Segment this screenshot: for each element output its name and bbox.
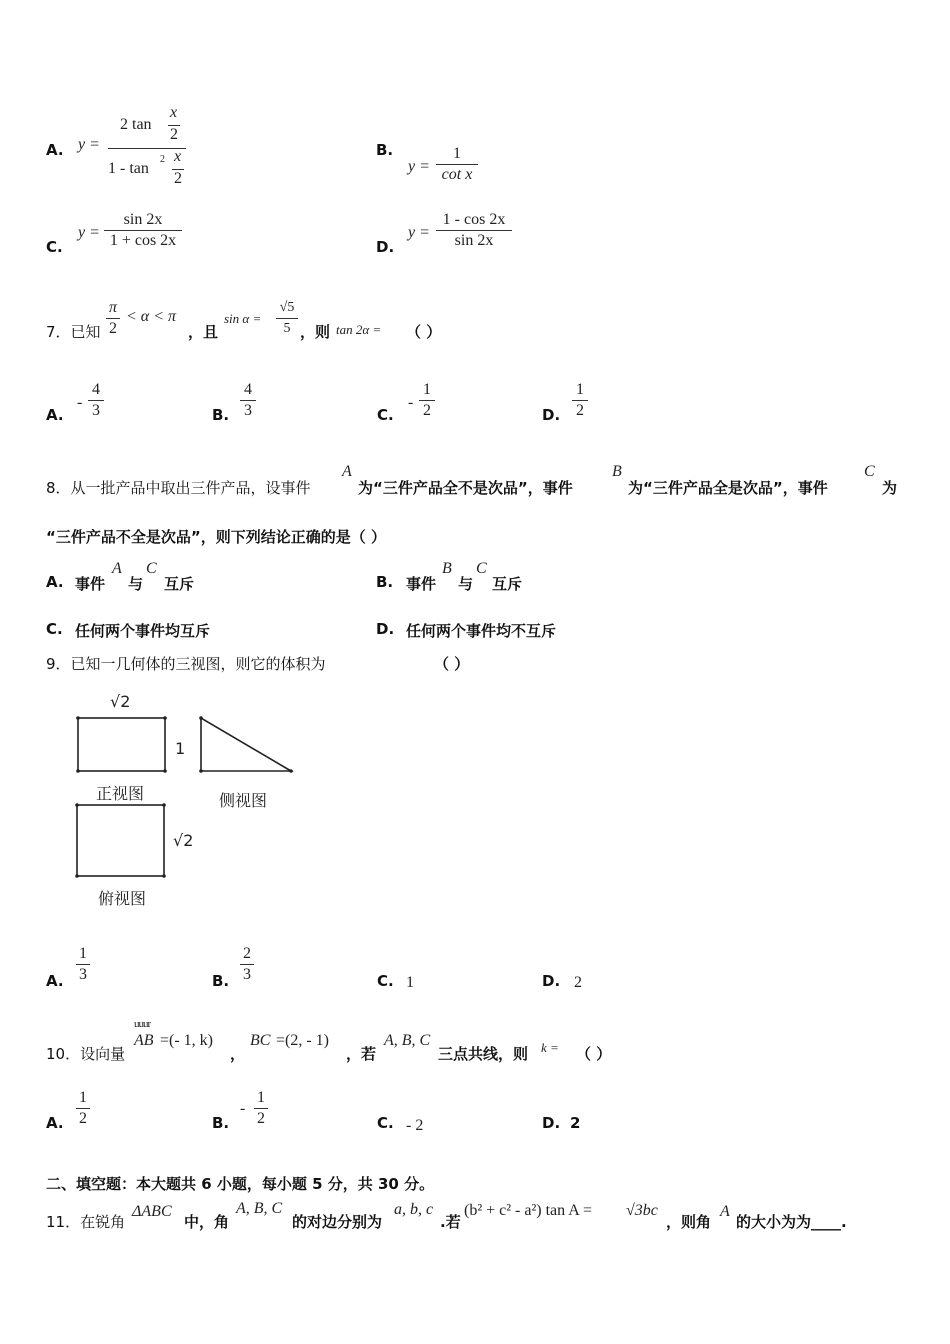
- q7-option-c-label: C.: [377, 406, 394, 424]
- q10-option-a-label: A.: [46, 1114, 64, 1132]
- q6-option-d-label: D.: [376, 238, 395, 256]
- q7-option-c-fraction: [419, 380, 435, 421]
- q7-paren: （ ）: [406, 323, 442, 341]
- q10-option-b-num: 1: [257, 1089, 265, 1106]
- q8-line1-b: 为“三件产品全不是次品”，事件: [358, 479, 573, 497]
- q7-option-a-den: 3: [92, 402, 100, 419]
- q7-option-d-den: 2: [576, 402, 584, 419]
- q9-front-height-dim: 1: [175, 739, 186, 758]
- q8-option-a-v1: A: [112, 560, 122, 577]
- q6-a-num: 2 tan: [120, 116, 152, 133]
- q10-vec1: AB: [134, 1032, 154, 1049]
- q7-and: ，且: [188, 323, 219, 341]
- q8-line1-a-text: 8．从一批产品中取出三件产品，设事件: [46, 479, 311, 497]
- q6-b-fraction: [436, 144, 478, 185]
- q7-sin-fraction: [276, 298, 298, 339]
- q11-a: [46, 1211, 125, 1232]
- q11-a-text: 11．在锐角: [46, 1213, 126, 1231]
- q11-f: 的大小为为____.: [736, 1213, 847, 1231]
- q10-option-b-den: 2: [257, 1110, 265, 1127]
- q10-option-c-label: C.: [377, 1114, 394, 1132]
- q7-sin-num: √5: [279, 300, 295, 315]
- q6-b-den: cot x: [441, 166, 473, 183]
- q9-option-a-den: 3: [79, 966, 87, 983]
- q7-option-a-label: A.: [46, 406, 64, 424]
- q8-option-a-label: A.: [46, 573, 64, 591]
- q8-option-b-post: 互斥: [492, 575, 523, 593]
- q7-then: ，则: [300, 323, 331, 341]
- q6-c-fraction: [104, 210, 182, 251]
- q9-option-a-fraction: [76, 944, 90, 985]
- q6-a-den: 1 - tan: [108, 160, 149, 177]
- q10-vec1-arrow: uuur: [134, 1018, 151, 1030]
- q7-cond-fraction: [106, 298, 120, 339]
- q6-c-den: 1 + cos 2x: [109, 232, 177, 249]
- q6-a-den-exp: 2: [160, 154, 165, 165]
- q9-option-a-label: A.: [46, 972, 64, 990]
- q6-d-fraction: [436, 210, 512, 251]
- q11-sides: a, b, c: [394, 1201, 434, 1218]
- q8-option-b-v2: C: [476, 560, 487, 577]
- q10-paren: （ ）: [576, 1045, 612, 1063]
- q6-option-a-label: A.: [46, 141, 64, 159]
- q6-a-num-2: 2: [170, 126, 178, 143]
- q8-option-a-post: 互斥: [164, 575, 195, 593]
- q8-option-d-text: 任何两个事件均不互斥: [406, 622, 557, 640]
- q8-option-b-pre: 事件: [406, 575, 437, 593]
- q10-option-b-fraction: [254, 1088, 268, 1129]
- q9-option-b-label: B.: [212, 972, 230, 990]
- q10-option-b-label: B.: [212, 1114, 230, 1132]
- q6-b-y: y =: [408, 158, 430, 175]
- q6-a-formula: [108, 104, 186, 194]
- q10-option-a-fraction: [76, 1088, 90, 1129]
- q9-option-d-value: 2: [574, 974, 582, 991]
- q9-side-view-label: 侧视图: [219, 791, 268, 810]
- q8-option-b-mid: 与: [458, 575, 474, 593]
- q11-angles: A, B, C: [236, 1200, 283, 1217]
- q9-top-view-dim: √2: [173, 831, 194, 850]
- q7-option-c-num: 1: [423, 381, 431, 398]
- q11-var: A: [720, 1203, 730, 1220]
- q8-option-c-text: 任何两个事件均互斥: [75, 622, 211, 640]
- q7-number: 7．已知: [46, 323, 101, 341]
- q10-vec2-val: =(2, - 1): [276, 1032, 330, 1049]
- section-2-title: 二、填空题：本大题共 6 小题，每小题 5 分，共 30 分。: [46, 1175, 435, 1193]
- q10-option-a-den: 2: [79, 1110, 87, 1127]
- q6-option-b-label: B.: [376, 141, 394, 159]
- q9-three-view-figure: [60, 690, 310, 912]
- q8-var-b: B: [612, 463, 622, 480]
- q8-var-a: A: [342, 463, 352, 480]
- q6-option-c-label: C.: [46, 238, 63, 256]
- q9-option-b-num: 2: [243, 945, 251, 962]
- q7-sin-lhs: sin α =: [224, 311, 262, 326]
- q8-option-b-label: B.: [376, 573, 394, 591]
- q9-option-a-num: 1: [79, 945, 87, 962]
- q7-option-c-den: 2: [423, 402, 431, 419]
- q10-points: A, B, C: [384, 1032, 431, 1049]
- q10-stem-a-text: 10．设向量: [46, 1045, 126, 1063]
- q10-ruo: ，若: [346, 1045, 377, 1063]
- q7-option-b-den: 3: [244, 402, 252, 419]
- q11-c: 的对边分别为: [292, 1213, 383, 1231]
- q9-front-width-dim: √2: [110, 692, 131, 711]
- q7-option-b-fraction: [240, 380, 256, 421]
- q6-d-num: 1 - cos 2x: [442, 211, 506, 228]
- q9-stem: [46, 653, 326, 674]
- q11-rhs: √3bc: [626, 1202, 658, 1219]
- q7-option-a-num: 4: [92, 381, 100, 398]
- q7-cond-rest: < α < π: [126, 308, 177, 325]
- q6-a-den-2: 2: [174, 170, 182, 187]
- q6-d-den: sin 2x: [454, 232, 494, 249]
- q8-option-a-pre: 事件: [75, 575, 106, 593]
- q10-option-d-value: 2: [570, 1114, 581, 1132]
- q8-option-a-v2: C: [146, 560, 157, 577]
- q10-comma: ，: [230, 1045, 246, 1063]
- q8-line1-d: 为: [882, 479, 898, 497]
- q9-stem-text: 9．已知一几何体的三视图，则它的体积为: [46, 655, 326, 673]
- q7-target: tan 2α =: [336, 322, 382, 337]
- q7-option-d-label: D.: [542, 406, 561, 424]
- q9-option-b-fraction: [240, 944, 254, 985]
- q7-cond-num: π: [108, 299, 117, 316]
- q8-option-b-v1: B: [442, 560, 452, 577]
- q6-b-num: 1: [453, 145, 461, 162]
- q8-line2: “三件产品不全是次品”，则下列结论正确的是（ ）: [46, 528, 386, 546]
- q7-sin-den: 5: [283, 321, 291, 336]
- q7-cond-den: 2: [109, 320, 117, 337]
- q7-option-a-sign: -: [77, 394, 83, 411]
- q8-line1-a: [46, 477, 311, 498]
- q10-k: k =: [541, 1040, 559, 1055]
- q8-var-c: C: [864, 463, 875, 480]
- q7-option-b-num: 4: [244, 381, 252, 398]
- q11-d: .若: [440, 1213, 461, 1231]
- q7-option-b-label: B.: [212, 406, 230, 424]
- q8-line1-c: 为“三件产品全是次品”，事件: [628, 479, 828, 497]
- q6-d-y: y =: [408, 224, 430, 241]
- q6-a-num-x: x: [170, 104, 178, 121]
- q9-option-c-value: 1: [406, 974, 414, 991]
- q7-option-d-fraction: [572, 380, 588, 421]
- q9-top-view-label: 俯视图: [98, 889, 147, 908]
- q6-c-y: y =: [78, 224, 100, 241]
- q10-vec2: BC: [250, 1032, 271, 1049]
- q9-paren: （ ）: [434, 655, 470, 673]
- q8-option-a-mid: 与: [128, 575, 144, 593]
- q7-option-d-num: 1: [576, 381, 584, 398]
- q9-option-d-label: D.: [542, 972, 561, 990]
- q10-stem-a: [46, 1043, 125, 1064]
- q11-b: 中，角: [184, 1213, 230, 1231]
- q8-option-c-label: C.: [46, 620, 63, 638]
- q11-e: ，则角: [666, 1213, 712, 1231]
- q10-vec1-val: =(- 1, k): [160, 1032, 214, 1049]
- q9-option-b-den: 3: [243, 966, 251, 983]
- q6-a-y: y =: [78, 136, 100, 153]
- q10-option-b-sign: -: [240, 1100, 246, 1117]
- q7-option-c-sign: -: [408, 394, 414, 411]
- q9-front-view-label: 正视图: [96, 784, 145, 803]
- q11-expr: (b² + c² - a²) tan A =: [464, 1202, 592, 1219]
- q11-triangle: ΔABC: [132, 1203, 172, 1220]
- q10-option-c-value: - 2: [406, 1117, 424, 1134]
- q10-stem-b: 三点共线，则: [438, 1045, 529, 1063]
- q9-option-c-label: C.: [377, 972, 394, 990]
- q10-option-d-label: D.: [542, 1114, 561, 1132]
- q6-c-num: sin 2x: [123, 211, 163, 228]
- q8-option-d-label: D.: [376, 620, 395, 638]
- q10-option-a-num: 1: [79, 1089, 87, 1106]
- q6-a-den-x: x: [174, 148, 182, 165]
- q7-option-a-fraction: [88, 380, 104, 421]
